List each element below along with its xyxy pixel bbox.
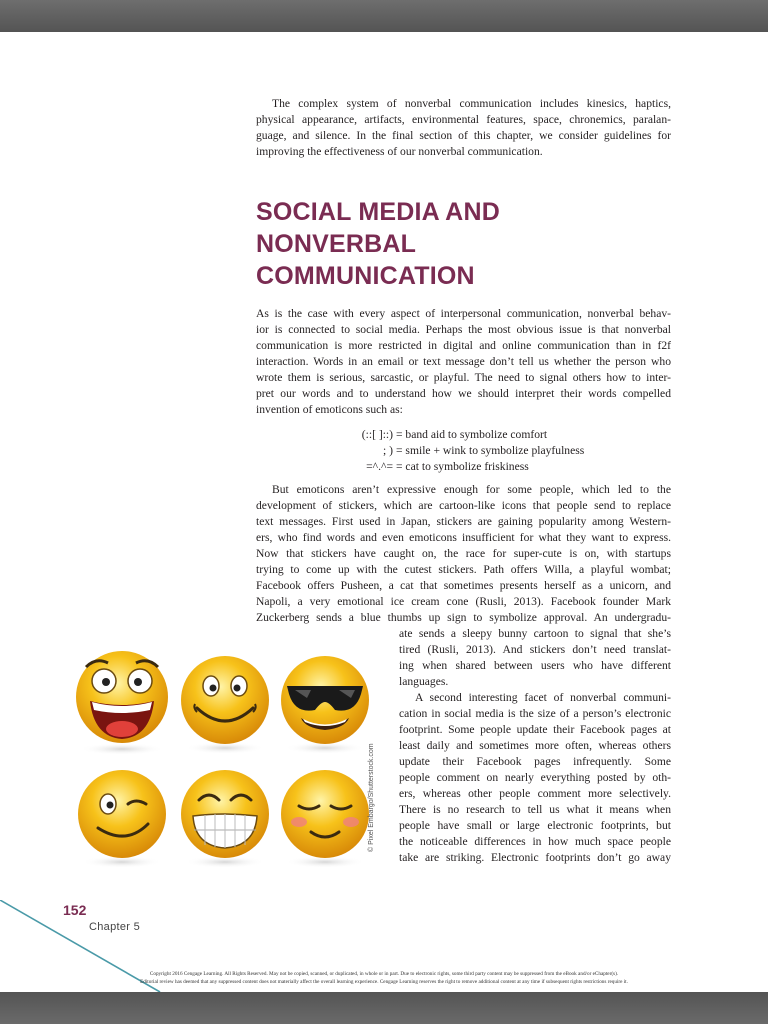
- body-paragraph-3: [399, 690, 671, 866]
- laughing-face-icon: [76, 651, 168, 755]
- text-line: Now that stickers have caught on, the race for super-cute is on, with startups: [256, 547, 671, 560]
- image-credit: © Pixel Embargo/Shutterstock.com: [368, 743, 375, 852]
- text-line: Zuckerberg sends a blue thumbs up sign to symbolize approval. An undergradu-: [256, 611, 671, 624]
- text-line: ior is connected to social media. Perhaps the most obvious issue is that nonverbal: [256, 323, 671, 336]
- text-line: improving the effectiveness of our nonverbal communication.: [256, 145, 543, 158]
- text-line: people have small or large electronic footprints, but: [399, 819, 671, 832]
- emoticon-code: =^.^=: [366, 460, 393, 473]
- emoticon-meaning: = band aid to symbolize comfort: [396, 428, 548, 441]
- heading-line: COMMUNICATION: [256, 262, 475, 290]
- text-line: text messages. First used in Japan, stickers are gaining popularity among Western-: [256, 515, 671, 528]
- text-line: update their Facebook pages infrequently. Some: [399, 755, 671, 768]
- text-line: footprint. Some people update their Facebook pages at: [399, 723, 671, 736]
- section-heading: [256, 196, 676, 292]
- text-line: Facebook offers Pusheen, a cat that sometimes presents herself as a unicorn, and: [256, 579, 671, 592]
- content-blushing-face-icon: [281, 770, 369, 868]
- text-line: wrote them is serious, sarcastic, or playful. The need to signal others how to inter-: [256, 371, 671, 384]
- heading-line: NONVERBAL: [256, 230, 417, 258]
- text-line: physical appearance, artifacts, environmental features, space, chronemics, paralan-: [256, 113, 671, 126]
- text-line: A second interesting facet of nonverbal communi-: [415, 691, 671, 704]
- emoticon-item: [330, 459, 620, 475]
- text-line: There is no research to tell us what it means when: [399, 803, 671, 816]
- toothy-grin-face-icon: [181, 770, 269, 868]
- winking-face-icon: [78, 770, 166, 868]
- page-number: 152: [63, 902, 87, 918]
- text-line: ing when shared between users who have different: [399, 659, 671, 672]
- body-paragraph-1: [256, 306, 671, 418]
- emoticon-list: [330, 427, 620, 475]
- copyright-notice: [20, 970, 748, 986]
- text-line: Napoli, a very emotional ice cream cone (Rusli, 2013). Facebook founder Mark: [256, 595, 671, 608]
- chapter-label: Chapter 5: [89, 921, 141, 933]
- text-line: cation in social media is the size of a person’s electronic: [399, 707, 671, 720]
- text-line: guage, and silence. In the final section of this chapter, we consider guidelines for: [256, 129, 671, 142]
- emoji-illustration: [70, 642, 380, 882]
- emoticon-meaning: = cat to symbolize friskiness: [396, 460, 529, 473]
- text-line: communication is more restricted in digital and online communication than in f2f: [256, 339, 671, 352]
- text-line: ate sends a sleepy bunny cartoon to signal that she’s: [399, 627, 671, 640]
- text-line: trying to come up with the cutest stickers. Path offers Willa, a playful wombat;: [256, 563, 671, 576]
- sunglasses-face-icon: [281, 656, 369, 754]
- text-line: invention of emoticons such as:: [256, 403, 403, 416]
- text-line: The complex system of nonverbal communication includes kinesics, haptics,: [272, 97, 671, 110]
- emoticon-meaning: = smile + wink to symbolize playfulness: [396, 444, 585, 457]
- text-line: pret our words and to understand how we should interpret their words compelled: [256, 387, 671, 400]
- copyright-line: Copyright 2016 Cengage Learning. All Rights Reserved. May not be copied, scanned, or duplicated, in whole or in part. Due to electronic rights, some third party content may be suppressed from the eBook and/or eChapter(s).: [149, 971, 619, 977]
- intro-paragraph: [256, 96, 671, 160]
- text-line: tired (Rusli, 2013). And stickers don’t need translat-: [399, 643, 671, 656]
- text-line: interaction. Words in an email or text message don’t tell us whether the person who: [256, 355, 671, 368]
- emoticon-item: [330, 443, 620, 459]
- text-line: least daily and sometimes more often, whereas others: [399, 739, 671, 752]
- text-line: languages.: [399, 675, 449, 688]
- emoticon-code: (::[ ]::): [361, 428, 393, 441]
- text-line: But emoticons aren’t expressive enough for some people, which led to the: [272, 483, 671, 496]
- body-paragraph-2-wrap: [399, 626, 671, 690]
- text-line: ers, whereas other people comment more selectively.: [399, 787, 671, 800]
- text-line: ers, who find words and even emoticons insufficient for what they want to express.: [256, 531, 671, 544]
- heading-line: SOCIAL MEDIA AND: [256, 198, 500, 226]
- text-line: people comment on nearly everything posted by oth-: [399, 771, 671, 784]
- text-line: development of stickers, which are cartoon-like icons that people send to replace: [256, 499, 671, 512]
- viewer-bottom-bar: [0, 992, 768, 1024]
- text-line: As is the case with every aspect of interpersonal communication, nonverbal behav-: [256, 307, 671, 320]
- viewer-top-bar: [0, 0, 768, 32]
- emoticon-code: ; ): [383, 444, 393, 457]
- emoticon-item: [330, 427, 620, 443]
- text-line: take are striking. Electronic footprints don’t go away: [399, 851, 671, 864]
- grinning-face-icon: [181, 656, 269, 754]
- body-paragraph-2: [256, 482, 671, 626]
- text-line: the noticeable differences in how much space people: [399, 835, 671, 848]
- copyright-line: Editorial review has deemed that any suppressed content does not materially affect the overall learning experience. Cengage Learning reserves the right to remove additional content at any time if subsequent rights restrictions require it.: [140, 979, 628, 985]
- book-page: [0, 32, 768, 992]
